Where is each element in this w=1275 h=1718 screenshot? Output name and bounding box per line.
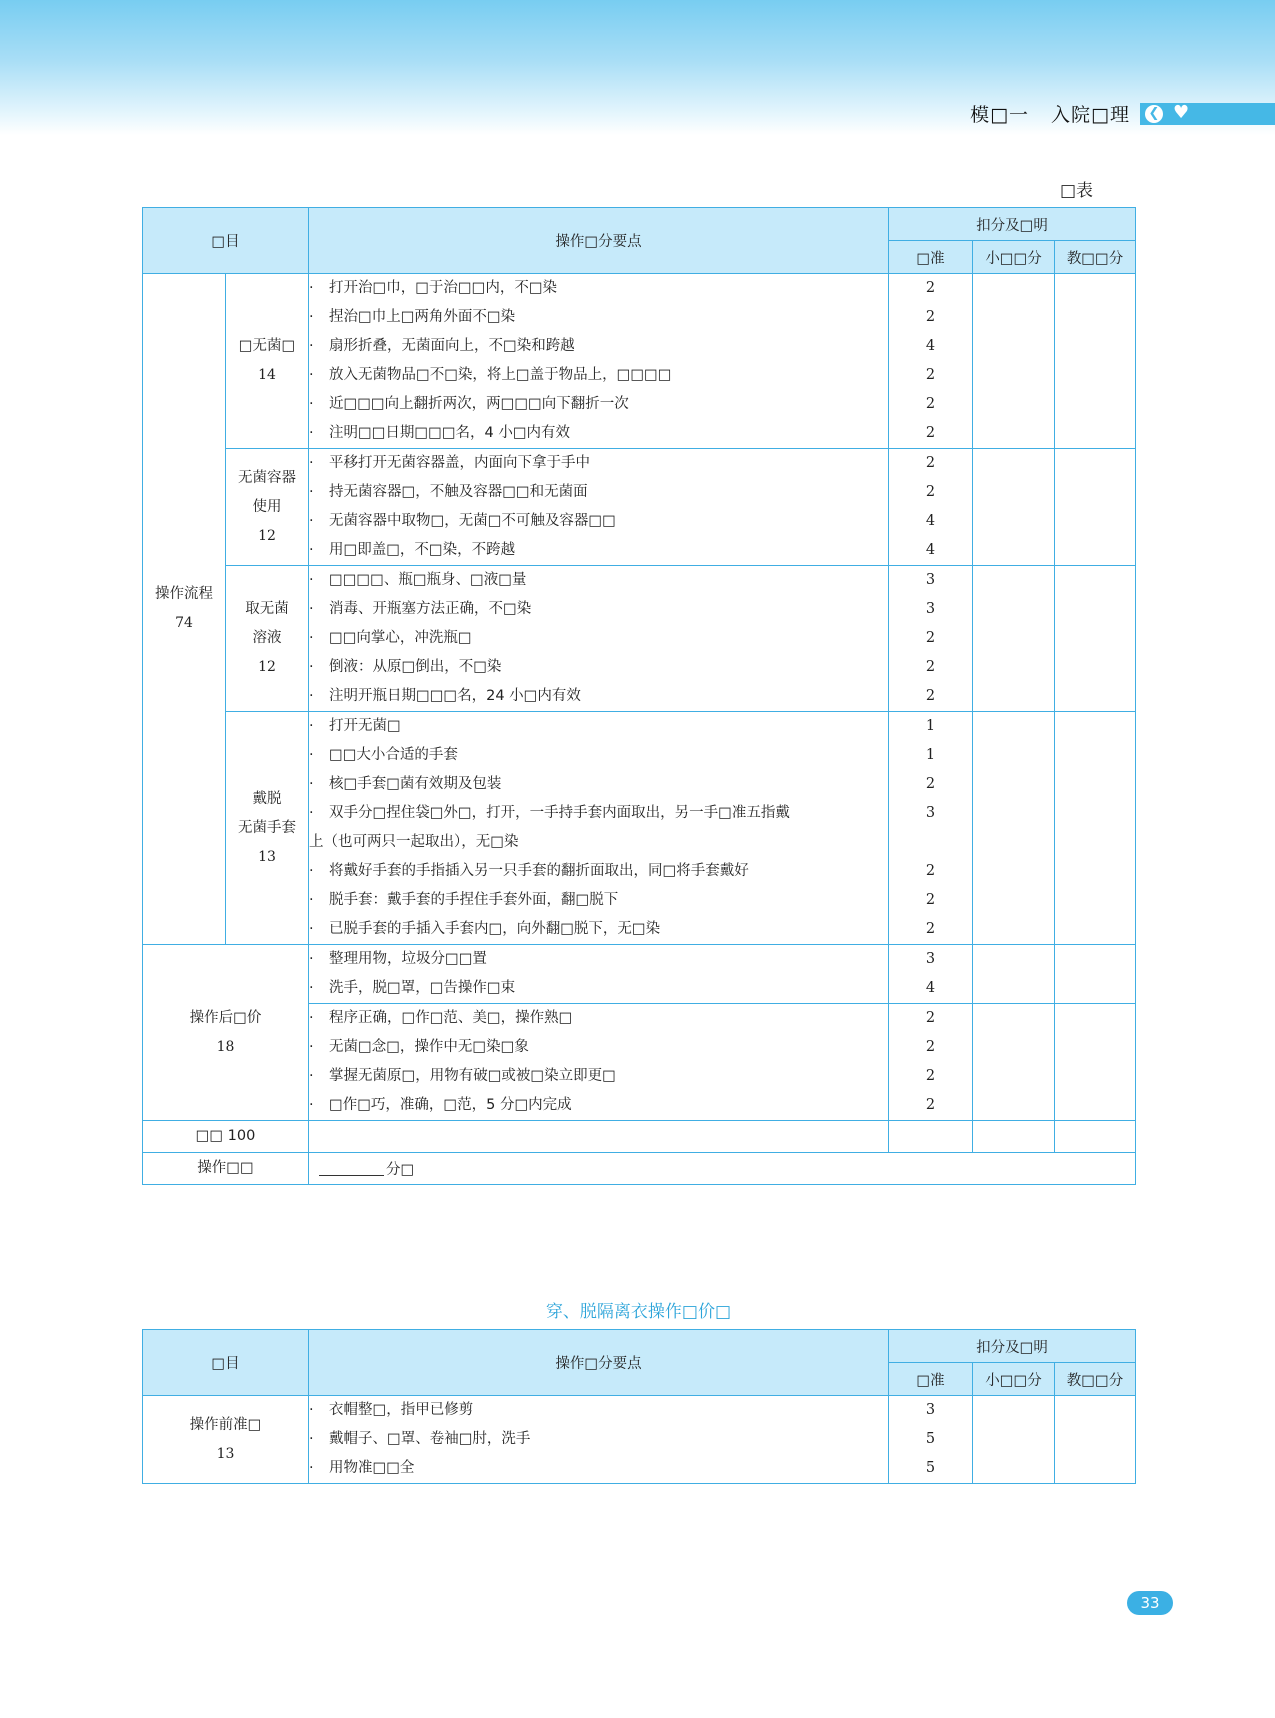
list-item: · □□□□、瓶□瓶身、□液□量 <box>309 572 527 588</box>
group-score-cell[interactable] <box>973 566 1055 712</box>
group-items <box>309 449 889 566</box>
col-deduct: 扣分及□明 <box>889 208 1136 241</box>
list-item: · 倒液：从原□倒出，不□染 <box>309 659 502 675</box>
total-group-cell[interactable] <box>973 1121 1055 1153</box>
table-row <box>143 712 1136 945</box>
col-standard: □准 <box>889 241 973 274</box>
table-row <box>143 1396 1136 1484</box>
list-item: · 注明开瓶日期□□□名，24 小□内有效 <box>309 688 581 704</box>
group-items <box>309 1004 889 1121</box>
list-item: · 打开治□巾，□于治□□内，不□染 <box>309 280 558 296</box>
list-item: · □□向掌心，冲洗瓶□ <box>309 630 472 646</box>
group-name: 戴脱 无菌手套 13 <box>226 712 309 945</box>
list-item: · 扇形折叠，无菌面向上，不□染和跨越 <box>309 338 575 354</box>
teacher-score-cell[interactable] <box>1055 1396 1136 1484</box>
list-item: · 用物准□□全 <box>309 1460 415 1476</box>
standard-scores: 3 3 2 2 2 <box>889 566 973 712</box>
list-item: · 掌握无菌原□，用物有破□或被□染立即更□ <box>309 1068 616 1084</box>
list-item: · 核□手套□菌有效期及包装 <box>309 776 502 792</box>
col-teacher-score: 教□□分 <box>1055 241 1136 274</box>
group-items <box>309 945 889 1004</box>
list-item: · 将戴好手套的手指插入另一只手套的翻折面取出，同□将手套戴好 <box>309 863 749 879</box>
list-item: · □作□巧，准确，□范，5 分□内完成 <box>309 1097 572 1113</box>
section-score: 74 <box>175 615 193 631</box>
list-item: · 放入无菌物品□不□染，将上□盖于物品上，□□□□ <box>309 367 672 383</box>
standard-scores: 2 2 2 2 <box>889 1004 973 1121</box>
table-row <box>143 945 1136 1004</box>
list-item: · 双手分□捏住袋□外□，打开，一手持手套内面取出，另一手□准五指戴 <box>309 805 790 821</box>
col-standard: □准 <box>889 1363 973 1396</box>
teacher-score-cell[interactable] <box>1055 945 1136 1004</box>
teacher-score-cell[interactable] <box>1055 712 1136 945</box>
total-row <box>143 1121 1136 1153</box>
group-score-cell[interactable] <box>973 945 1055 1004</box>
gown-evaluation-table <box>142 1329 1136 1484</box>
evaluation-table <box>142 207 1136 1185</box>
table-row <box>143 274 1136 449</box>
list-item: · 已脱手套的手插入手套内□，向外翻□脱下，无□染 <box>309 921 661 937</box>
list-item: · 用□即盖□，不□染，不跨越 <box>309 542 516 558</box>
col-project: □目 <box>143 1330 309 1396</box>
col-teacher-score: 教□□分 <box>1055 1363 1136 1396</box>
list-item: · 脱手套：戴手套的手捏住手套外面，翻□脱下 <box>309 892 619 908</box>
list-item: · 打开无菌□ <box>309 718 401 734</box>
col-group-score: 小□□分 <box>973 1363 1055 1396</box>
heart-icon: ♥ <box>1173 102 1190 123</box>
table-row <box>143 566 1136 712</box>
group-items <box>309 1396 889 1484</box>
group-score-cell[interactable] <box>973 712 1055 945</box>
table-row <box>143 449 1136 566</box>
total-points-cell <box>309 1121 889 1153</box>
teacher-score-cell[interactable] <box>1055 566 1136 712</box>
group-score-cell[interactable] <box>973 274 1055 449</box>
teacher-score-cell[interactable] <box>1055 449 1136 566</box>
result-row <box>143 1153 1136 1185</box>
table-label: □表 <box>1060 181 1094 201</box>
list-item: · 衣帽整□，指甲已修剪 <box>309 1402 474 1418</box>
group-score-cell[interactable] <box>973 1004 1055 1121</box>
list-item: · 捏治□巾上□两角外面不□染 <box>309 309 516 325</box>
total-standard-cell <box>889 1121 973 1153</box>
total-teacher-cell[interactable] <box>1055 1121 1136 1153</box>
section-process <box>143 274 226 945</box>
list-item: · 持无菌容器□，不触及容器□□和无菌面 <box>309 484 588 500</box>
list-item: · 无菌□念□，操作中无□染□象 <box>309 1039 529 1055</box>
group-score-cell[interactable] <box>973 449 1055 566</box>
standard-scores: 2 2 4 2 2 2 <box>889 274 973 449</box>
list-item: · 洗手，脱□罩，□告操作□束 <box>309 980 516 996</box>
group-name: 无菌容器 使用 12 <box>226 449 309 566</box>
list-item-continued: 上（也可两只一起取出），无□染 <box>309 834 519 850</box>
result-label: 操作□□ <box>143 1153 309 1185</box>
chapter-title: 入院□理 <box>1051 104 1130 126</box>
group-items <box>309 712 889 945</box>
list-item: · 程序正确，□作□范、美□，操作熟□ <box>309 1010 573 1026</box>
list-item: · 平移打开无菌容器盖，内面向下拿于手中 <box>309 455 591 471</box>
arrow-left-icon: ❮ <box>1145 105 1163 123</box>
list-item: · 无菌容器中取物□，无菌□不可触及容器□□ <box>309 513 616 529</box>
total-label: □□ 100 <box>143 1121 309 1153</box>
result-input-cell[interactable] <box>309 1153 1136 1185</box>
standard-scores: 2 2 4 4 <box>889 449 973 566</box>
list-item: · 消毒、开瓶塞方法正确，不□染 <box>309 601 532 617</box>
chapter-module: 模□一 <box>970 104 1030 126</box>
list-item: · 近□□□向上翻折两次，两□□□向下翻折一次 <box>309 396 629 412</box>
teacher-score-cell[interactable] <box>1055 274 1136 449</box>
group-items <box>309 274 889 449</box>
section-after-evaluation: 操作后□价 18 <box>143 945 309 1121</box>
col-group-score: 小□□分 <box>973 241 1055 274</box>
standard-scores: 3 5 5 <box>889 1396 973 1484</box>
group-name: 取无菌 溶液 12 <box>226 566 309 712</box>
col-project: □目 <box>143 208 309 274</box>
list-item: · 戴帽子、□罩、卷袖□肘，洗手 <box>309 1431 531 1447</box>
col-deduct: 扣分及□明 <box>889 1330 1136 1363</box>
standard-scores: 3 4 <box>889 945 973 1004</box>
table2-title: 穿、脱隔离衣操作□价□ <box>545 1302 732 1322</box>
list-item: · 注明□□日期□□□名，4 小□内有效 <box>309 425 571 441</box>
group-items <box>309 566 889 712</box>
chapter-heading <box>970 100 1130 127</box>
group-name: □无菌□ 14 <box>226 274 309 449</box>
result-unit: 分□ <box>386 1162 415 1178</box>
list-item: · □□大小合适的手套 <box>309 747 458 763</box>
col-points: 操作□分要点 <box>309 208 889 274</box>
result-blank[interactable] <box>319 1161 384 1176</box>
page-number: 33 <box>1127 1591 1173 1615</box>
group-score-cell[interactable] <box>973 1396 1055 1484</box>
teacher-score-cell[interactable] <box>1055 1004 1136 1121</box>
section-preparation: 操作前准□ 13 <box>143 1396 309 1484</box>
standard-scores: 1 1 2 3 2 2 2 <box>889 712 973 945</box>
section-name: 操作流程 <box>155 586 213 602</box>
list-item: · 整理用物，垃圾分□□置 <box>309 951 487 967</box>
col-points: 操作□分要点 <box>309 1330 889 1396</box>
